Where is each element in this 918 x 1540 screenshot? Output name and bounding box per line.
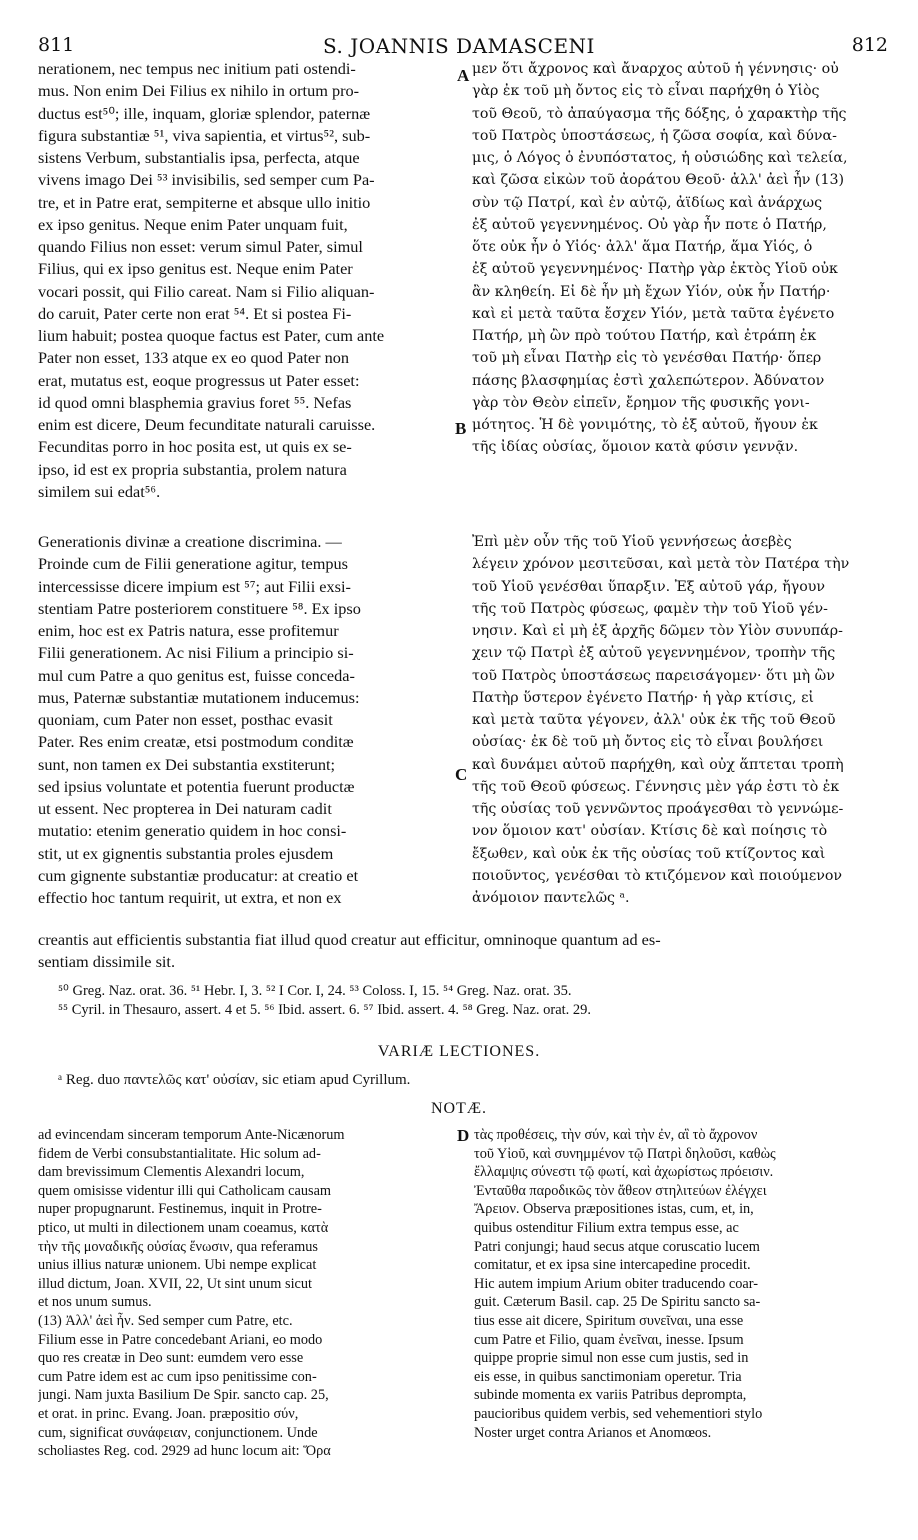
text-line: quoniam, cum Pater non esset, posthac evasit [38,710,333,729]
text-line: καὶ εἰ μετὰ ταῦτα ἔσχεν Υἱόν, μετὰ ταῦτα ἐγένετο [472,305,835,322]
note-line: scholiastes Reg. cod. 2929 ad hunc locum ait: Ὅρα [38,1443,331,1460]
note-line: eis esse, in quibus sanctimoniam operetur. Tria [474,1368,742,1385]
text-line: ex ipso genitus. Neque enim Pater unquam fuit, [38,214,348,234]
text-line: Filii generationem. Ac nisi Filium a principio si- [38,643,354,663]
note-line: unius illius naturæ unionem. Ubi nempe explicat [38,1257,317,1274]
page-number-right: 812 [851,34,888,56]
text-line: Filius, qui ex ipso genitus est. Neque enim Pater [38,259,353,279]
note-line: nuper propugnarunt. Festinemus, inquit in Protre- [38,1201,322,1218]
text-line: enim, hoc est ex Patris natura, esse profitemur [38,621,339,640]
note-line: cum Patre et Filio, quam ἐνεῖναι, inesse. Ipsum [474,1331,744,1348]
note-line: quibus ostenditur Filium extra tempus esse, ac [474,1219,739,1236]
note-line: cum, significat συνάφειαν, conjunctionem. Unde [38,1424,318,1441]
text-line: λέγειν χρόνον μεσιτεῦσαι, καὶ μετὰ τὸν Πατέρα τὴν [472,556,850,573]
note-line: τοῦ Υἱοῦ, καὶ συνημμένον τῷ Πατρὶ δηλοῦσι, καθὼς [474,1145,776,1162]
text-line: τοῦ Πατρὸς ὑποστάσεως, ἡ ζῶσα σοφία, καὶ δύνα- [472,127,837,144]
notae-right-column [474,1126,894,1442]
note-line: quem omisisse videntur illi qui Catholicam causam [38,1182,332,1199]
note-line: subinde momenta ex variis Patribus deprompta, [474,1387,747,1404]
text-line: τῆς τοῦ Θεοῦ φύσεως. Γέννησις μὲν γάρ ἐστι τὸ ἐκ [472,778,840,795]
text-line: ipso, id est ex propria substantia, prolem natura [38,459,347,479]
text-line: καὶ ζῶσα εἰκὼν τοῦ ἀοράτου Θεοῦ· ἀλλ' ἀεὶ ἦν (13) [472,172,845,189]
text-line: καὶ δυνάμει αὐτοῦ παρήχθη, καὶ οὐχ ἅπτεται τροπὴ [472,756,844,773]
footnote-line: ⁵⁰ Greg. Naz. orat. 36. ⁵¹ Hebr. I, 3. ⁵² I Cor. I, 24. ⁵³ Coloss. I, 15. ⁵⁴ Greg. Naz. orat. 35. [58,983,572,999]
text-line: τοῦ Πατρὸς ὑποστάσεως παρεισάγομεν· ὅτι μὴ ὢν [472,667,835,684]
text-line: figura substantiæ ⁵¹, viva sapientia, et virtus⁵², sub- [38,125,371,145]
text-line: stit, ut ex gignentis substantia proles ejusdem [38,843,334,863]
text-line: οὐσίας· ἐκ δὲ τοῦ μὴ ὄντος εἰς τὸ εἶναι βουλήσει [472,734,824,751]
variae-text: ᵃ Reg. duo παντελῶς κατ' οὐσίαν, sic etiam apud Cyrillum. [58,1072,411,1088]
section-marker-c: C [455,765,468,784]
note-line: τὰς προθέσεις, τὴν σύν, καὶ τὴν ἐν, αἳ τὸ ἄχρονον [474,1127,758,1143]
note-line: ἔλλαμψις σύνεστι τῷ φωτί, καὶ ἀχωρίστως πρόεισιν. [474,1164,774,1181]
note-line: Noster urget contra Arianos et Anomœos. [474,1424,712,1441]
note-line: et nos unum sumus. [38,1294,152,1311]
full-width-text [38,929,888,973]
note-line: comitatur, et ex ipsa sine intercapedine procedit. [474,1257,751,1274]
text-line: sentiam dissimile sit. [38,952,176,971]
note-line: ad evincendam sinceram temporum Ante-Nicænorum [38,1127,345,1143]
text-line: ἂν κληθείη. Εἰ δὲ ἦν μὴ ἔχων Υἱόν, οὐκ ἦν Πατήρ· [472,283,831,300]
text-line: nerationem, nec tempus nec initium pati ostendi- [38,59,356,78]
text-line: id quod omni blasphemia gravius foret ⁵⁵. Nefas [38,392,352,412]
text-line: ὅτε οὐκ ἦν ὁ Υἱός· ἀλλ' ἅμα Πατήρ, ἅμα Υἱός, ὁ [472,239,813,255]
text-line: τῆς ἰδίας οὐσίας, ὅμοιον κατὰ φύσιν γεννᾷν. [472,439,799,456]
notae-heading: NOTÆ. [430,1100,488,1117]
text-line: ἐξ αὐτοῦ γεγεννημένος· Πατὴρ γὰρ ἐκτὸς Υἱοῦ οὐκ [472,261,838,278]
text-line: Πατήρ, μὴ ὢν πρὸ τούτου Πατήρ, καὶ ἐτράπη ἐκ [472,328,817,344]
note-line: illud dictum, Joan. XVII, 22, Ut sint unum sicut [38,1275,313,1292]
text-line: tre, et in Patre erat, sempiterne et absque ullo initio [38,192,371,212]
section-marker-b: B [455,419,467,438]
text-line: sed ipsius voluntate et potentia fuerunt productæ [38,776,355,796]
note-line: quippe proprie simul non esse cum justis, sed in [474,1350,749,1367]
note-line: Ἄρειον. Observa præpositiones istas, cum, et, in, [474,1201,754,1218]
text-line: erat, mutatus est, eoque progressus ut Pater esset: [38,370,360,390]
text-line: τοῦ μὴ εἶναι Πατὴρ εἰς τὸ γενέσθαι Πατήρ· ὅπερ [472,350,822,367]
text-line: ἐξ αὐτοῦ γεγεννημένος. Οὐ γὰρ ἦν ποτε ὁ Πατήρ, [472,216,827,233]
text-line: lium habuit; postea quoque factus est Pater, cum ante [38,326,385,345]
greek-column-bottom [472,531,892,909]
text-line: Pater non esset, 133 atque ex eo quod Pater non [38,348,350,368]
text-line: ἀνόμοιον παντελῶς ᵃ. [472,890,630,906]
note-line: Hic autem impium Arium obiter traducendo coar- [474,1275,758,1292]
text-line: τῆς οὐσίας τοῦ γεννῶντος προάγεσθαι τὸ γεννώμε- [472,801,844,817]
text-line: creantis aut efficientis substantia fiat illud quod creatur aut efficitur, omninoque quantum ad es- [38,930,661,949]
text-line: γὰρ τὸν Θεὸν εἰπεῖν, ἔρημον τῆς φυσικῆς γονι- [472,394,810,411]
text-line: νησιν. Καὶ εἰ μὴ ἐξ ἀρχῆς δῶμεν τὸν Υἱὸν συνυπάρ- [472,623,843,639]
text-line: τοῦ Υἱοῦ γενέσθαι ὕπαρξιν. Ἐξ αὐτοῦ γάρ, ἤγουν [472,578,826,595]
text-line: intercessisse dicere impium est ⁵⁷; aut Filii exsi- [38,576,351,596]
text-line: mul cum Patre a quo genitus est, fuisse conceda- [38,665,355,685]
footnote-line: ⁵⁵ Cyril. in Thesauro, assert. 4 et 5. ⁵⁶ Ibid. assert. 6. ⁵⁷ Ibid. assert. 4. ⁵⁸ Greg. Naz. orat. 29. [58,1001,592,1018]
text-line: Ἐπὶ μὲν οὖν τῆς τοῦ Υἱοῦ γεννήσεως ἀσεβὲς [472,534,792,550]
section-marker-a: A [457,66,470,85]
text-line: ποιοῦντος, γενέσθαι τὸ κτιζόμενον καὶ ποιούμενον [472,867,843,884]
note-line: Patri conjungi; haud secus atque coruscatio lucem [474,1238,760,1255]
text-line: μεν ὅτι ἄχρονος καὶ ἄναρχος αὐτοῦ ἡ γέννησις· οὐ [472,61,839,77]
text-line: vivens imago Dei ⁵³ invisibilis, sed semper cum Pa- [38,170,375,190]
page-title: S. JOANNIS DAMASCENI [323,34,595,58]
latin-column-top [38,58,456,503]
note-line: cum Patre idem est ac cum ipso penitissime con- [38,1368,317,1385]
text-line: cum gignente substantiæ producatur: at creatio et [38,865,359,885]
note-line: tius esse ait dicere, Spiritum συνεῖναι, una esse [474,1312,744,1329]
text-line: ductus est⁵⁰; ille, inquam, gloriæ splendor, paternæ [38,103,371,123]
text-line: τῆς τοῦ Πατρὸς φύσεως, φαμὲν τὴν τοῦ Υἱοῦ γέν- [472,600,828,617]
footnotes [58,982,898,1019]
text-line: mus. Non enim Dei Filius ex nihilo in ortum pro- [38,81,360,101]
text-line: vocari possit, qui Filio careat. Nam si Filio aliquan- [38,281,375,301]
note-line: paucioribus quidem verbis, sed vehementiori stylo [474,1405,763,1422]
greek-column-top [472,58,892,459]
text-line: stentiam Patre posteriorem constituere ⁵⁸. Ex ipso [38,598,361,618]
text-line: effectio hoc tantum requirit, ut extra, et non ex [38,888,342,907]
note-line: ptico, ut multi in dilectionem unam coeamus, κατὰ [38,1219,329,1236]
text-line: mutatio: etenim generatio quidem in hoc consi- [38,821,347,841]
notae-left-column [38,1126,458,1461]
note-line: quo res creatæ in Deo sunt: eumdem vero esse [38,1350,304,1367]
note-line: (13) Ἀλλ' ἀεὶ ἦν. Sed semper cum Patre, etc. [38,1312,293,1329]
note-line: Ἐνταῦθα παροδικῶς τὸν ἄθεον στηλιτεύων ἐλέγχει [474,1182,767,1199]
text-line: Fecunditas porro in hoc posita est, ut quis ex se- [38,437,352,457]
note-line: guit. Cæterum Basil. cap. 25 De Spiritu sancto sa- [474,1294,761,1311]
text-line: γὰρ ἐκ τοῦ μὴ ὄντος εἰς τὸ εἶναι παρήχθη ὁ Υἱὸς [472,83,820,100]
text-line: ἔξωθεν, καὶ οὐκ ἐκ τῆς οὐσίας τοῦ κτίζοντος καὶ [472,845,826,862]
note-line: Filium esse in Patre concedebant Ariani, eo modo [38,1331,323,1348]
text-line: νον ὅμοιον κατ' οὐσίαν. Κτίσις δὲ καὶ ποίησις τὸ [472,823,828,840]
text-line: Generationis divinæ a creatione discrimina. — [38,532,342,551]
text-line: καὶ μετὰ ταῦτα γέγονεν, ἀλλ' οὐκ ἐκ τῆς τοῦ Θεοῦ [472,712,836,728]
page-number-left: 811 [38,34,75,56]
text-line: sunt, non tamen ex Dei substantia exstiterunt; [38,754,336,774]
text-line: do caruit, Pater certe non erat ⁵⁴. Et si postea Fi- [38,303,352,323]
text-line: mus, Paternæ substantiæ mutationem inducemus: [38,687,360,707]
text-line: σὺν τῷ Πατρί, καὶ ἐν αὐτῷ, ἀϊδίως καὶ ἀνάρχως [472,194,823,211]
text-line: χειν τῷ Πατρὶ ἐξ αὐτοῦ γεγεννημένον, τροπὴν τῆς [472,645,836,662]
latin-column-bottom [38,531,456,909]
section-marker-d: D [457,1126,470,1145]
variae-heading: VARIÆ LECTIONES. [377,1043,541,1060]
note-line: fidem de Verbi consubstantialitate. Hic solum ad- [38,1145,321,1162]
text-line: Πατὴρ ὕστερον ἐγένετο Πατήρ· ἡ γὰρ κτίσις, εἰ [472,689,814,706]
text-line: μις, ὁ Λόγος ὁ ἐνυπόστατος, ἡ οὐσιώδης καὶ τελεία, [472,150,848,166]
text-line: Proinde cum de Filii generatione agitur, tempus [38,554,348,574]
note-line: τὴν τῆς μοναδικῆς οὐσίας ἕνωσιν, qua referamus [38,1238,318,1255]
text-line: enim est dicere, Deum fecunditate naturali caruisse. [38,415,376,434]
text-line: τοῦ Θεοῦ, τὸ ἀπαύγασμα τῆς δόξης, ὁ χαρακτὴρ τῆς [472,105,847,122]
text-line: πάσης βλασφημίας ἐστὶ χαλεπώτερον. Ἀδύνατον [472,372,825,389]
running-header [0,28,918,58]
note-line: jungi. Nam juxta Basilium De Spir. sancto cap. 25, [38,1387,329,1404]
text-line: Pater. Res enim creatæ, etsi postmodum conditæ [38,732,354,752]
note-line: et orat. in princ. Evang. Joan. præpositio σύν, [38,1405,299,1422]
text-line: sistens Verbum, substantialis ipsa, perfecta, atque [38,148,360,167]
text-line: μότητος. Ἡ δὲ γονιμότης, τὸ ἐξ αὐτοῦ, ἤγουν ἐκ [472,417,818,433]
text-line: ut essent. Nec propterea in Dei naturam cadit [38,799,332,818]
text-line: similem sui edat⁵⁶. [38,481,161,501]
text-line: quando Filius non esset: verum simul Pater, simul [38,237,363,256]
note-line: dam brevissimum Clementis Alexandri locum, [38,1164,305,1181]
